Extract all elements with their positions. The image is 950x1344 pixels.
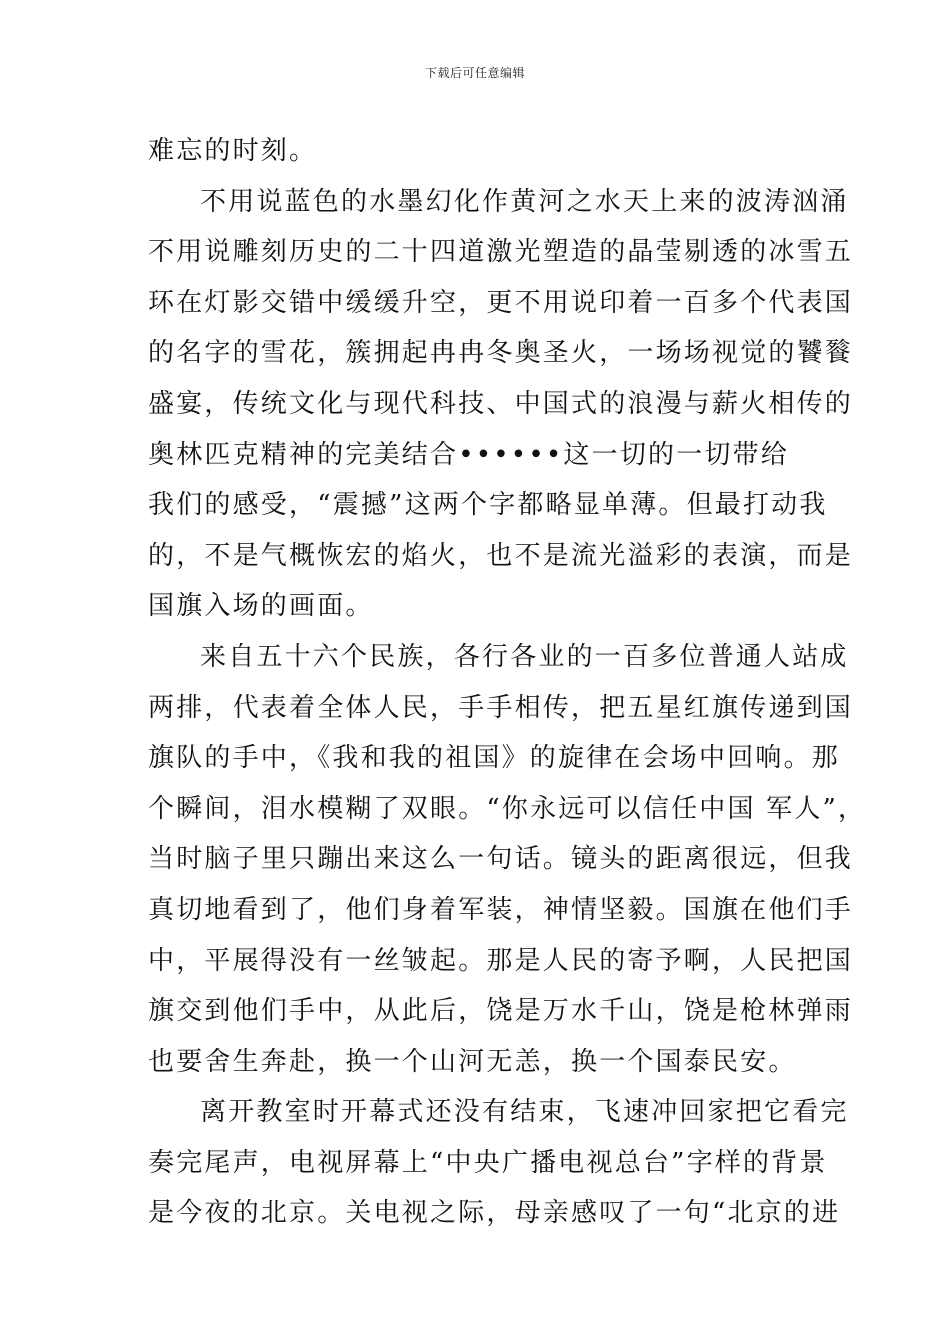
text-line: 奏完尾声，电视屏幕上“中央广播电视总台”字样的背景 <box>148 1147 828 1178</box>
text-line: 我们的感受，“震撼”这两个字都略显单薄。但最打动我 <box>148 490 828 521</box>
text-line: 的名字的雪花，簇拥起冉冉冬奥圣火，一场场视觉的饕餮 <box>148 338 854 369</box>
text-line: 当时脑子里只蹦出来这么一句话。镜头的距离很远，但我 <box>148 844 854 875</box>
page-header: 下载后可任意编辑 <box>424 66 525 80</box>
text-line: 也要舍生奔赴，换一个山河无恙，换一个国泰民安。 <box>148 1046 797 1077</box>
text-line: 真切地看到了，他们身着军装，神情坚毅。国旗在他们手 <box>148 894 854 925</box>
text-line: 盛宴，传统文化与现代科技、中国式的浪漫与薪火相传的 <box>148 388 854 419</box>
text-line: 不用说雕刻历史的二十四道激光塑造的晶莹剔透的冰雪五 <box>148 237 854 268</box>
text-line: 旗交到他们手中，从此后，饶是万水千山，饶是枪林弹雨 <box>148 996 854 1027</box>
text-line: 奥林匹克精神的完美结合••••••这一切的一切带给 <box>148 439 790 470</box>
paragraph-first-line: 离开教室时开幕式还没有结束，飞速冲回家把它看完 <box>200 1097 849 1128</box>
text-line: 的，不是气概恢宏的焰火，也不是流光溢彩的表演，而是 <box>148 540 854 571</box>
text-line: 难忘的时刻。 <box>148 136 318 166</box>
text-line: 是今夜的北京。关电视之际，母亲感叹了一句“北京的进 <box>148 1198 841 1229</box>
paragraph-first-line: 不用说蓝色的水墨幻化作黄河之水天上来的波涛汹涌 <box>200 186 849 217</box>
text-line: 个瞬间，泪水模糊了双眼。“你永远可以信任中国 军人”， <box>148 793 867 824</box>
text-line: 两排，代表着全体人民，手手相传，把五星红旗传递到国 <box>148 692 854 723</box>
text-line: 中，平展得没有一丝皱起。那是人民的寄予啊，人民把国 <box>148 945 854 976</box>
paragraph-first-line: 来自五十六个民族，各行各业的一百多位普通人站成 <box>200 641 849 672</box>
text-line: 国旗入场的画面。 <box>148 591 374 622</box>
body-text <box>148 126 867 1239</box>
text-line: 旗队的手中，《我和我的祖国》的旋律在会场中回响。那 <box>148 743 841 774</box>
text-line: 环在灯影交错中缓缓升空，更不用说印着一百多个代表国 <box>148 287 854 318</box>
